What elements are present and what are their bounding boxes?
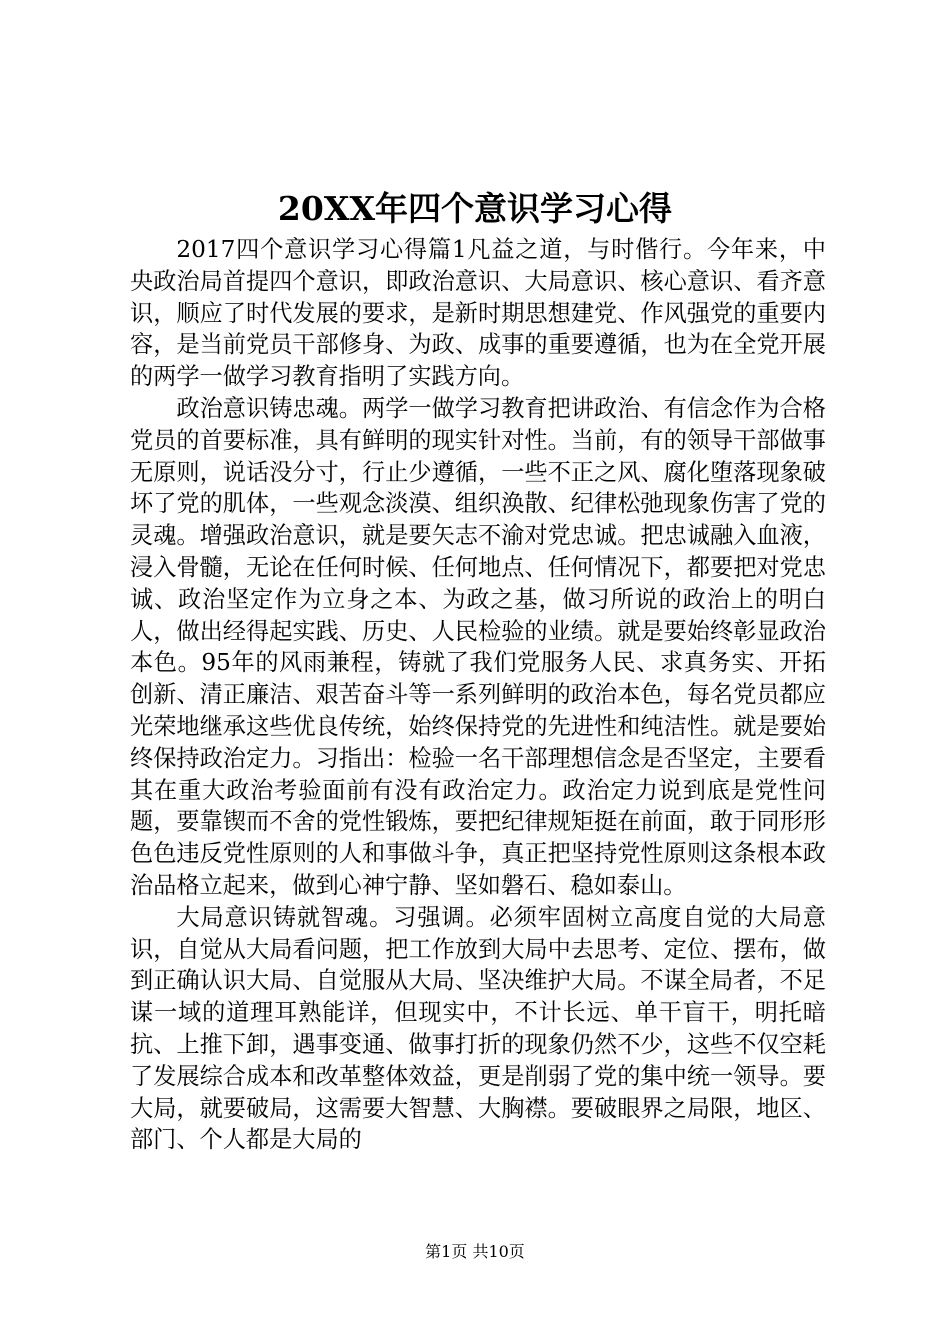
document-title: 20XX年四个意识学习心得 [277,189,673,228]
page-footer: 第1页 共10页 [425,1242,525,1261]
document-body [130,234,826,1156]
paragraph-intro: 2017四个意识学习心得篇1凡益之道，与时偕行。今年来，中央政治局首提四个意识，即政治意识、大局意识、核心意识、看齐意识，顺应了时代发展的要求，是新时期思想建党、作风强党的重要内容，是当前党员干部修身、为政、成事的重要遵循，也为在全党开展的两学一做学习教育指明了实践方向。 [130,236,826,391]
paragraph-overall-awareness: 大局意识铸就智魂。习强调。必须牢固树立高度自觉的大局意识，自觉从大局看问题，把工作放到大局中去思考、定位、摆布，做到正确认识大局、自觉服从大局、坚决维护大局。不谋全局者，不足谋一域的道理耳熟能详，但现实中，不计长远、单干盲干，明托暗抗、上推下卸，遇事变通、做事打折的现象仍然不少，这些不仅空耗了发展综合成本和改革整体效益，更是削弱了党的集中统一领导。要大局，就要破局，这需要大智慧、大胸襟。要破眼界之局限，地区、部门、个人都是大局的 [130,903,826,1154]
paragraph-political-awareness: 政治意识铸忠魂。两学一做学习教育把讲政治、有信念作为合格党员的首要标准，具有鲜明的现实针对性。当前，有的领导干部做事无原则，说话没分寸，行止少遵循，一些不正之风、腐化堕落现象破坏了党的肌体，一些观念淡漠、组织涣散、纪律松弛现象伤害了党的灵魂。增强政治意识，就是要矢志不渝对党忠诚。把忠诚融入血液，浸入骨髓，无论在任何时候、任何地点、任何情况下，都要把对党忠诚、政治坚定作为立身之本、为政之基，做习所说的政治上的明白人，做出经得起实践、历史、人民检验的业绩。就是要始终彰显政治本色。95年的风雨兼程，铸就了我们党服务人民、求真务实、开拓创新、清正廉洁、艰苦奋斗等一系列鲜明的政治本色，每名党员都应光荣地继承这些优良传统，始终保持党的先进性和纯洁性。就是要始终保持政治定力。习指出：检验一名干部理想信念是否坚定，主要看其在重大政治考验面前有没有政治定力。政治定力说到底是党性问题，要靠锲而不舍的党性锻炼，要把纪律规矩挺在前面，敢于同形形色色违反党性原则的人和事做斗争，真正把坚持党性原则这条根本政治品格立起来，做到心神宁静、坚如磐石、稳如泰山。 [130,394,826,899]
